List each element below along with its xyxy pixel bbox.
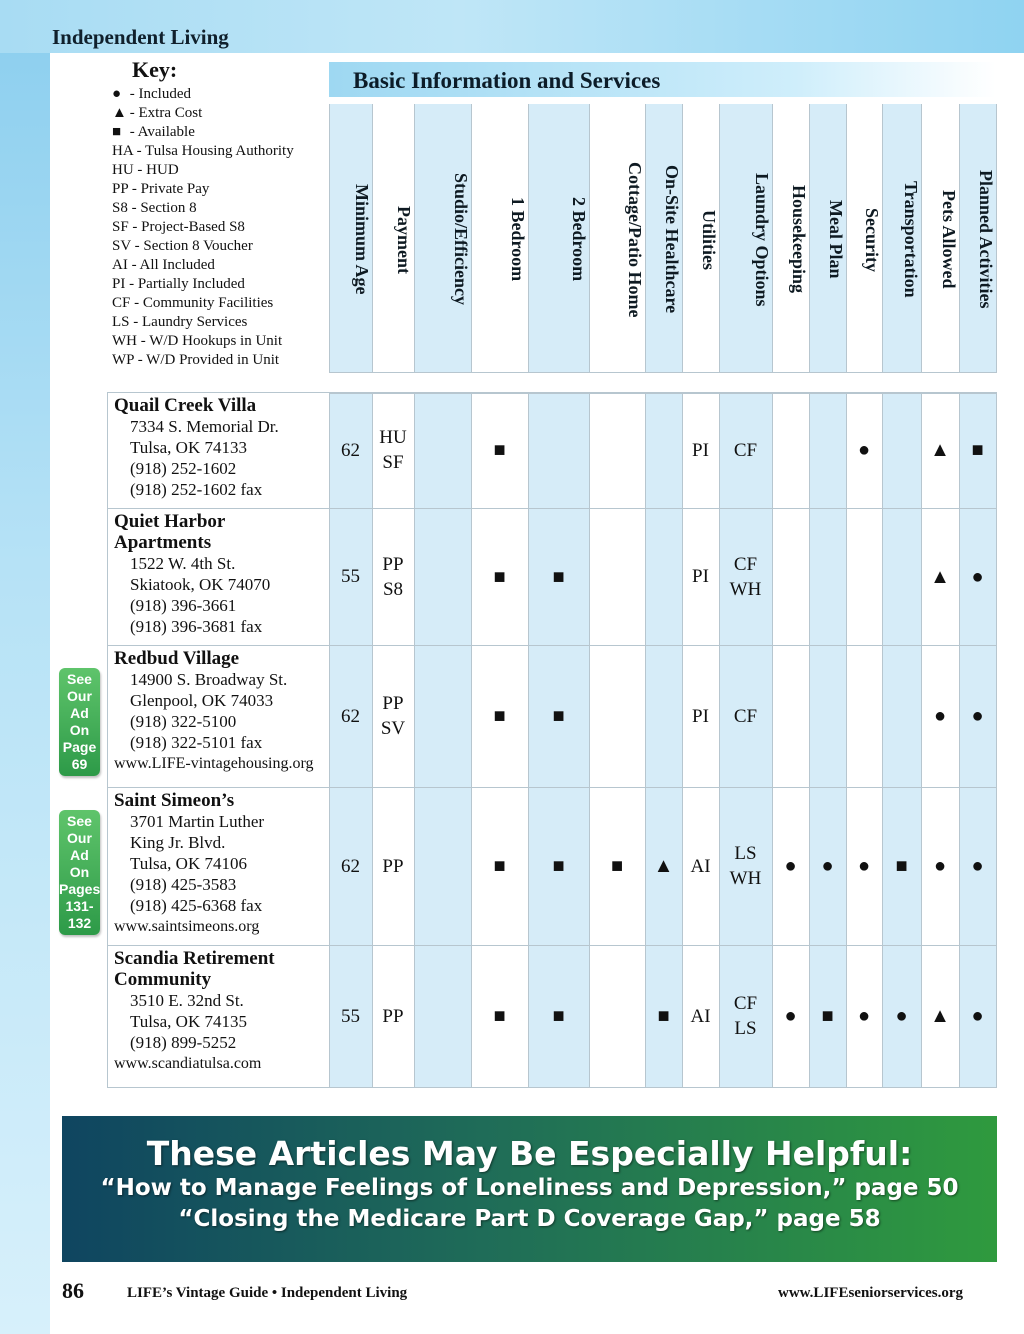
property-address-line: (918) 322-5101 fax xyxy=(130,733,263,752)
key-item xyxy=(112,123,294,142)
property-address-line: (918) 396-3661 xyxy=(130,596,237,615)
key-text: AI - All Included xyxy=(112,257,215,273)
header-bar-title: Basic Information and Services xyxy=(353,68,661,93)
badge-text: Our xyxy=(67,688,92,704)
column-header: 2 Bedroom xyxy=(569,197,589,282)
service-mark: ■ xyxy=(552,1005,565,1027)
table-cell: CF xyxy=(733,439,758,461)
service-mark: ● xyxy=(971,705,984,727)
service-mark: ■ xyxy=(657,1005,670,1027)
key-title: Key: xyxy=(132,57,178,82)
badge-text: Ad On xyxy=(69,847,90,880)
service-mark: ■ xyxy=(895,855,908,877)
property-name: Community xyxy=(114,969,212,990)
column-header: Laundry Options xyxy=(752,172,772,307)
service-mark: ■ xyxy=(493,855,506,877)
property-address-line: 1522 W. 4th St. xyxy=(130,554,236,573)
key-text: LS - Laundry Services xyxy=(112,314,248,330)
property-website[interactable]: www.LIFE-vintagehousing.org xyxy=(114,755,314,772)
service-mark: ● xyxy=(857,439,871,461)
table-cell: CF xyxy=(733,705,758,727)
property-address-line: (918) 396-3681 fax xyxy=(130,617,263,636)
table-cell: AI xyxy=(690,1005,711,1027)
key-item xyxy=(112,161,294,180)
table-cell: CF WH xyxy=(729,553,762,600)
key-item xyxy=(112,256,294,275)
table-cell: PI xyxy=(692,705,709,727)
column-header: Studio/Efficiency xyxy=(451,173,471,306)
service-mark: ■ xyxy=(493,1005,506,1027)
badge-text: Pages xyxy=(59,881,101,897)
row-divider xyxy=(107,1087,997,1088)
column-header: Transportation xyxy=(901,181,921,298)
row-divider xyxy=(107,945,997,946)
key-symbol: ■ xyxy=(112,124,122,140)
key-text: WP - W/D Provided in Unit xyxy=(112,352,280,368)
table-cell: 55 xyxy=(341,566,360,587)
service-mark: ■ xyxy=(552,855,565,877)
property-address-line: Tulsa, OK 74133 xyxy=(130,438,247,457)
property-address-line: Glenpool, OK 74033 xyxy=(130,691,274,710)
key-text: CF - Community Facilities xyxy=(112,295,274,311)
column-header: Planned Activities xyxy=(976,170,996,309)
key-text: HU - HUD xyxy=(112,162,179,178)
property-address-line: King Jr. Blvd. xyxy=(130,833,226,852)
service-mark: ● xyxy=(857,855,871,877)
key-text: PP - Private Pay xyxy=(112,181,210,197)
column-header: Utilities xyxy=(699,209,719,270)
header-spacer xyxy=(329,372,997,394)
service-mark: ■ xyxy=(493,565,506,588)
service-mark: ● xyxy=(971,855,984,877)
badge-text: See xyxy=(67,671,92,687)
property-info xyxy=(114,511,270,637)
service-mark: ● xyxy=(895,1005,908,1027)
key-item xyxy=(112,313,294,332)
key-text: S8 - Section 8 xyxy=(112,200,197,216)
table-border xyxy=(996,104,997,1087)
banner-article-2[interactable]: “Closing the Medicare Part D Coverage Gap,” page 58 xyxy=(178,1206,881,1232)
table-cell: 55 xyxy=(341,1005,360,1027)
column-header: Payment xyxy=(394,205,414,274)
footer-website[interactable]: www.LIFEseniorservices.org xyxy=(778,1285,963,1301)
table-cell: PP SV xyxy=(380,693,406,739)
key-item xyxy=(112,294,294,313)
property-name: Saint Simeon’s xyxy=(114,790,235,811)
section-title: Independent Living xyxy=(52,25,229,49)
badge-text: Our xyxy=(67,830,92,846)
key-text: - Included xyxy=(126,86,191,102)
property-address-line: (918) 425-3583 xyxy=(130,875,237,894)
service-mark: ● xyxy=(971,1005,984,1027)
property-info xyxy=(114,648,314,774)
articles-banner xyxy=(62,1116,997,1262)
page-number: 86 xyxy=(62,1278,84,1303)
table-cell: CF LS xyxy=(733,993,758,1039)
service-mark: ▲ xyxy=(930,1005,950,1027)
column-header: Meal Plan xyxy=(826,200,846,279)
column-header: Housekeeping xyxy=(789,185,809,294)
table-cell: HU SF xyxy=(379,427,407,473)
key-item xyxy=(112,218,294,237)
table-cell: 62 xyxy=(341,855,360,877)
column-header: Pets Allowed xyxy=(939,190,959,289)
property-website[interactable]: www.saintsimeons.org xyxy=(114,918,260,935)
key-item xyxy=(112,104,294,123)
service-mark: ■ xyxy=(610,855,624,877)
badge-text: 132 xyxy=(67,915,92,931)
header-bar xyxy=(329,62,996,97)
property-info xyxy=(114,395,279,500)
key-text: PI - Partially Included xyxy=(112,276,245,292)
key-item xyxy=(112,85,294,104)
badge-text: Page xyxy=(62,739,97,755)
property-info xyxy=(114,790,264,937)
property-name: Scandia Retirement xyxy=(114,948,275,969)
service-mark: ■ xyxy=(493,439,506,461)
property-address-line: Tulsa, OK 74135 xyxy=(130,1012,247,1031)
property-name: Apartments xyxy=(114,532,212,553)
property-address-line: (918) 899-5252 xyxy=(130,1033,237,1052)
key-text: WH - W/D Hookups in Unit xyxy=(112,333,283,349)
table-border xyxy=(107,392,108,1087)
service-mark: ● xyxy=(784,1005,797,1027)
key-item xyxy=(112,199,294,218)
banner-title: These Articles May Be Especially Helpful: xyxy=(146,1134,913,1173)
property-name: Quiet Harbor xyxy=(114,511,226,532)
key-text: - Available xyxy=(126,124,195,140)
key-symbol: ▲ xyxy=(112,105,127,121)
column-header: On-Site Healthcare xyxy=(662,165,682,314)
key-symbol: ● xyxy=(112,86,122,102)
key-item xyxy=(112,180,294,199)
property-address-line: 7334 S. Memorial Dr. xyxy=(130,417,279,436)
column-header: Minimum Age xyxy=(352,184,372,295)
row-divider xyxy=(107,508,997,509)
key-text: SV - Section 8 Voucher xyxy=(112,238,253,254)
service-mark: ■ xyxy=(552,565,565,588)
table-cell: PI xyxy=(692,566,709,587)
property-website[interactable]: www.scandiatulsa.com xyxy=(114,1055,262,1072)
badge-text: 69 xyxy=(71,756,88,772)
table-cell: PP xyxy=(382,1005,404,1027)
property-address-line: Skiatook, OK 74070 xyxy=(130,575,271,594)
property-address-line: 3510 E. 32nd St. xyxy=(130,991,244,1010)
key-item xyxy=(112,142,294,161)
table-cell: LS WH xyxy=(729,843,762,889)
property-address-line: 14900 S. Broadway St. xyxy=(130,670,288,689)
table-cell: AI xyxy=(690,855,711,877)
key-text: HA - Tulsa Housing Authority xyxy=(112,143,294,159)
property-address-line: (918) 425-6368 fax xyxy=(130,896,263,915)
column-header: Security xyxy=(862,207,882,272)
property-address-line: (918) 252-1602 fax xyxy=(130,480,263,499)
row-divider xyxy=(107,392,997,393)
service-mark: ● xyxy=(933,705,947,727)
see-our-ad-badge[interactable] xyxy=(59,668,100,776)
service-mark: ● xyxy=(821,855,834,877)
footer-guide-title: LIFE’s Vintage Guide • Independent Living xyxy=(127,1285,408,1301)
column-header: Cottage/Patio Home xyxy=(625,161,645,318)
badge-text: See xyxy=(67,813,92,829)
property-name: Redbud Village xyxy=(114,648,240,669)
table-cell: 62 xyxy=(341,439,360,461)
key-item xyxy=(112,275,294,294)
table-cell: PI xyxy=(692,439,709,461)
left-band xyxy=(0,53,50,1334)
service-mark: ■ xyxy=(971,439,984,461)
key-list xyxy=(112,85,294,370)
service-mark: ● xyxy=(971,565,984,588)
table-cell: PP S8 xyxy=(382,553,404,600)
property-address-line: (918) 322-5100 xyxy=(130,712,237,731)
see-our-ad-badge[interactable] xyxy=(59,810,100,935)
property-info xyxy=(114,948,275,1074)
key-item xyxy=(112,237,294,256)
key-text: - Extra Cost xyxy=(126,105,203,121)
service-mark: ▲ xyxy=(930,565,950,588)
table-cell: 62 xyxy=(341,705,360,727)
table-cell: PP xyxy=(382,855,404,877)
property-name: Quail Creek Villa xyxy=(114,395,257,416)
key-legend xyxy=(112,57,294,370)
key-text: SF - Project-Based S8 xyxy=(112,219,245,235)
property-address-line: (918) 252-1602 xyxy=(130,459,237,478)
service-mark: ● xyxy=(857,1005,871,1027)
key-item xyxy=(112,332,294,351)
badge-text: 131- xyxy=(65,898,94,914)
service-mark: ▲ xyxy=(930,439,950,461)
service-mark: ● xyxy=(933,855,947,877)
column-header: 1 Bedroom xyxy=(508,197,528,282)
service-mark: ■ xyxy=(493,705,506,727)
service-mark: ▲ xyxy=(653,855,674,877)
property-address-line: Tulsa, OK 74106 xyxy=(130,854,247,873)
row-divider xyxy=(107,787,997,788)
banner-article-1[interactable]: “How to Manage Feelings of Loneliness and Depression,” page 50 xyxy=(100,1175,959,1201)
key-item xyxy=(112,351,294,370)
row-divider xyxy=(107,645,997,646)
service-mark: ● xyxy=(784,855,797,877)
badge-text: Ad On xyxy=(69,705,90,738)
property-address-line: 3701 Martin Luther xyxy=(130,812,265,831)
service-mark: ■ xyxy=(552,705,565,727)
service-mark: ■ xyxy=(821,1005,834,1027)
